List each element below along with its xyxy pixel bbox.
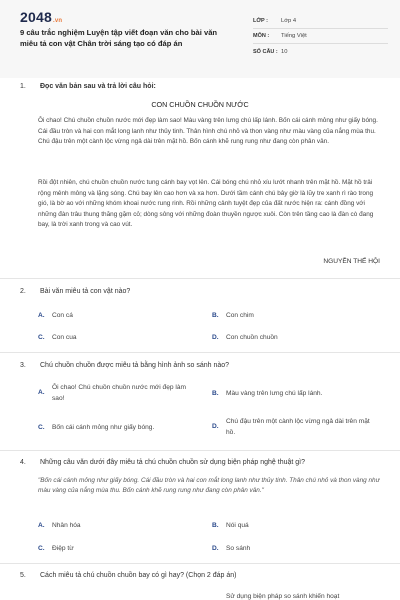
option-text: Con chuồn chuồn bbox=[226, 334, 278, 341]
passage-paragraph-1: Ôi chao! Chú chuồn chuồn nước mới đẹp làm sao! Màu vàng trên lưng chú lấp lánh. Bốn cái cánh mỏng như giấy bóng. Cái đầu tròn và hai con mắt long lanh như thủy tinh. Thân hình chú nhỏ và thon vàng như màu vàng của nắng mùa thu. Chú đậu trên một cành lộc vừng ngả dài trên mặt hồ. Bốn cánh khẽ rung rung như đang còn phân vân. bbox=[38, 117, 378, 146]
option-text: Điệp từ bbox=[52, 545, 74, 552]
option-label: C. bbox=[38, 545, 45, 552]
option-text: Nói quá bbox=[226, 522, 249, 529]
meta-table bbox=[253, 14, 388, 59]
option-label: D. bbox=[212, 334, 219, 341]
option-label: B. bbox=[212, 390, 219, 397]
option-label: A. bbox=[38, 312, 45, 319]
option-text: Nhân hóa bbox=[52, 522, 81, 529]
quoted-sentences: "Bốn cái cánh mỏng như giấy bóng. Cái đầu tròn và hai con mắt long lanh như thủy tinh. Thân chú nhỏ và thon vàng như màu vàng của nắng mùa thu. Bốn cánh khẽ rung rung như đang còn phân vân." bbox=[38, 477, 380, 495]
meta-value: 10 bbox=[281, 48, 288, 55]
question-number: 2. bbox=[20, 288, 26, 295]
option-text: Chú đậu trên một cành lộc vừng ngả dài trên mặt hồ. bbox=[226, 418, 370, 436]
option-label: B. bbox=[212, 312, 219, 319]
header bbox=[0, 0, 400, 78]
option-text: Bốn cái cánh mỏng như giấy bóng. bbox=[52, 424, 155, 431]
option-label: D. bbox=[212, 423, 219, 430]
question-prompt: Chú chuồn chuồn được miêu tả bằng hình ảnh so sánh nào? bbox=[40, 362, 230, 369]
meta-row-subject bbox=[253, 29, 388, 44]
divider bbox=[0, 352, 400, 353]
meta-key: MÔN : bbox=[253, 33, 270, 39]
option-text: So sánh bbox=[226, 545, 251, 552]
option-text: Con cua bbox=[52, 334, 77, 341]
question-prompt: Cách miêu tả chú chuồn chuồn bay có gì hay? (Chọn 2 đáp án) bbox=[40, 572, 237, 579]
meta-row-count bbox=[253, 44, 388, 59]
question-number: 5. bbox=[20, 572, 26, 579]
question-prompt: Bài văn miêu tả con vật nào? bbox=[40, 288, 131, 295]
option-label: B. bbox=[212, 522, 219, 529]
passage-author: NGUYỄN THẾ HỘI bbox=[323, 258, 380, 265]
option-label: C. bbox=[38, 424, 45, 431]
meta-key: LỚP : bbox=[253, 18, 268, 24]
option-label: D. bbox=[212, 545, 219, 552]
meta-value: Lớp 4 bbox=[281, 18, 297, 24]
site-logo[interactable]: 2048.vn bbox=[20, 9, 63, 25]
divider bbox=[0, 450, 400, 451]
passage-paragraph-2: Rồi đột nhiên, chú chuồn chuồn nước tung cánh bay vọt lên. Cái bóng chú nhỏ xíu lướt nhanh trên mặt hồ. Mặt hồ trải rộng mênh mông và lặng sóng. Chú bay lên cao hơn và xa hơn. Dưới tầm cánh chú bây giờ là lũy tre xanh rì rào trong gió, là bờ ao với những khóm khoai nước rung rinh. Rồi những cảnh tuyệt đẹp của đất nước hiện ra: cánh đồng với những đàn trâu thung thăng gặm cỏ; dòng sông với những đoàn thuyền ngược xuôi. Còn trên tầng cao là đàn cò đang bay, là trời xanh trong và cao vút. bbox=[38, 179, 374, 229]
question-number: 1. bbox=[20, 83, 26, 90]
option-text: Sử dụng biện pháp so sánh khiến hoạt bbox=[226, 593, 340, 600]
option-text: Con cá bbox=[52, 312, 73, 319]
option-text: Con chim bbox=[226, 312, 254, 319]
option-label: A. bbox=[38, 389, 45, 396]
passage-title: CON CHUỒN CHUỒN NƯỚC bbox=[151, 100, 249, 109]
divider bbox=[0, 563, 400, 564]
option-label: C. bbox=[38, 334, 45, 341]
meta-row-grade bbox=[253, 14, 388, 29]
meta-key: SỐ CÂU : bbox=[253, 48, 278, 55]
option-text: Màu vàng trên lưng chú lấp lánh. bbox=[226, 390, 323, 397]
option-text: Ôi chao! Chú chuồn chuồn nước mới đẹp làm sao! bbox=[52, 384, 187, 402]
meta-value: Tiếng Việt bbox=[281, 33, 307, 39]
question-number: 4. bbox=[20, 459, 26, 466]
divider bbox=[0, 278, 400, 279]
option-label: A. bbox=[38, 522, 45, 529]
question-prompt: Những câu văn dưới đây miêu tả chú chuồn chuồn sử dụng biện pháp nghệ thuật gì? bbox=[40, 459, 305, 466]
page-title: 9 câu trắc nghiệm Luyện tập viết đoạn văn cho bài văn miêu tả con vật Chân trời sáng tạo có đáp án bbox=[20, 28, 218, 48]
question-prompt: Đọc văn bản sau và trả lời câu hỏi: bbox=[40, 83, 156, 90]
question-number: 3. bbox=[20, 362, 26, 369]
